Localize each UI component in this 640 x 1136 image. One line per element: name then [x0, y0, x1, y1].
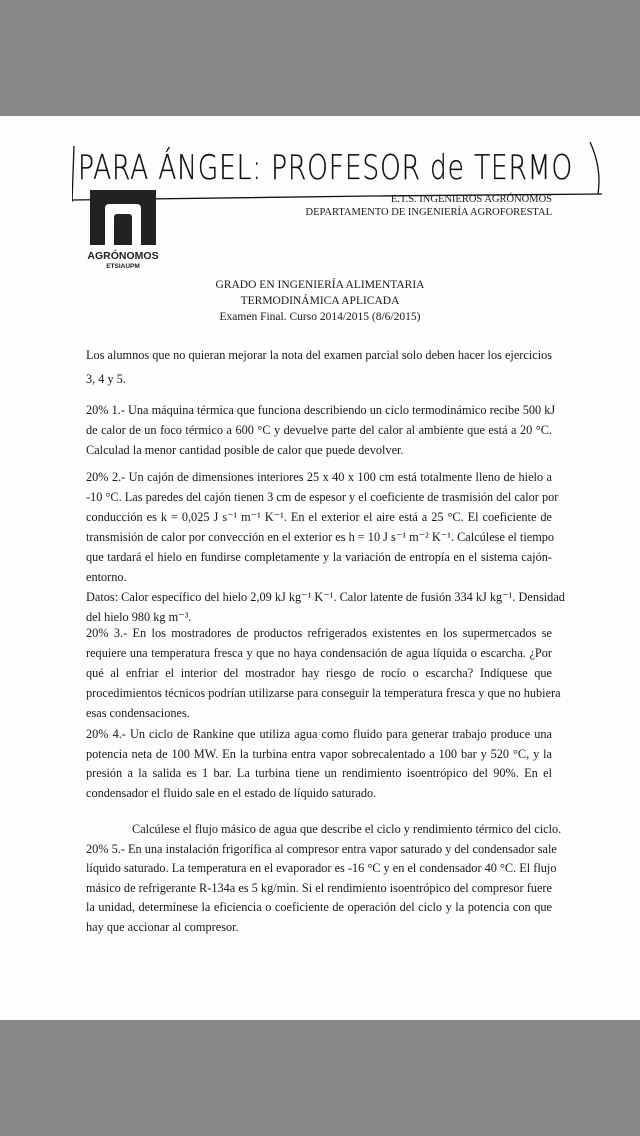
text-line: 20% 1.- Una máquina térmica que funciona describiendo un ciclo termodinámico recibe 500 kJ — [86, 403, 556, 417]
text-line: potencia neta de 100 MW. En la turbina entra vapor sobrecalentado a 100 bar y 520 °C, y la — [86, 746, 552, 761]
text-line: 20% 2.- Un cajón de dimensiones interiores 25 x 40 x 100 cm está totalmente lleno de hielo a — [86, 470, 552, 484]
text-line: 3, 4 y 5. — [86, 372, 126, 386]
paragraph — [86, 820, 562, 937]
text-line: de calor de un foco térmico a 600 °C y devuelve parte del calor al ambiente que está a 20 °C. — [86, 423, 552, 437]
text-line: conducción es k = 0,025 J s⁻¹ m⁻¹ K⁻¹. En el exterior el aire está a 25 °C. El coeficiente de — [86, 510, 552, 524]
text-line: 20% 4.- Un ciclo de Rankine que utiliza agua como fluido para generar trabajo produce una — [86, 727, 552, 741]
text-line: Los alumnos que no quieran mejorar la nota del examen parcial solo deben hacer los ejercicios — [86, 348, 553, 362]
university-logo — [90, 190, 156, 245]
paragraph — [86, 725, 552, 803]
text-line: 20% 3.- En los mostradores de productos refrigerados existentes en los supermercados se — [86, 626, 552, 640]
logo-subtitle: ETSIAUPM — [106, 263, 140, 270]
text-line: hay que accionar al compresor. — [86, 919, 239, 934]
text-line: másico de refrigerante R-134a es 5 kg/min. Si el rendimiento isoentrópico del compresor fuere — [86, 880, 552, 895]
text-line: Calcúlese el flujo másico de agua que describe el ciclo y rendimiento térmico del ciclo. — [132, 822, 562, 836]
text-line: esas condensaciones. — [86, 706, 190, 720]
department-line: DEPARTAMENTO DE INGENIERÍA AGROFORESTAL — [305, 207, 552, 218]
text-line: que tardará el hielo en fundirse completamente y la variación de entropía en el sistema cajón- — [86, 550, 552, 564]
paragraph — [86, 400, 556, 460]
paragraph — [86, 343, 552, 391]
text-line: Datos: Calor específico del hielo 2,09 kJ kg⁻¹ K⁻¹. Calor latente de fusión 334 kJ kg⁻¹. Densidad — [86, 590, 565, 604]
text-line: del hielo 980 kg m⁻³. — [86, 610, 192, 624]
text-line: entorno. — [86, 570, 127, 584]
text-line: transmisión de calor por convección en el exterior es h = 10 J s⁻¹ m⁻² K⁻¹. Calcúlese el tiempo — [86, 530, 555, 544]
text-line: requiere una temperatura fresca y que no haya condensación de agua líquida o escarcha. ¿Por — [86, 646, 552, 660]
handwritten-text: PARA ÁNGEL: PROFESOR de TERMO — [78, 148, 573, 188]
course-title: TERMODINÁMICA APLICADA — [240, 295, 400, 307]
text-line: la unidad, determínese la eficiencia o coeficiente de operación del ciclo y la potencia con que — [86, 900, 552, 914]
document-page — [0, 116, 640, 1020]
exam-title: Examen Final. Curso 2014/2015 (8/6/2015) — [219, 311, 421, 323]
paragraph — [86, 623, 561, 723]
text-line: -10 °C. Las paredes del cajón tienen 3 cm de espesor y el coeficiente de trasmisión del calor por — [86, 490, 559, 504]
text-line: condensador el fluido sale en el estado de líquido saturado. — [86, 785, 377, 800]
text-line: 20% 5.- En una instalación frigorífica al compresor entra vapor saturado y del condensador sale — [86, 841, 557, 856]
text-line: procedimientos técnicos podrían utilizarse para conseguir la temperatura fresca y que no hubiera — [86, 686, 561, 700]
text-line: líquido saturado. La temperatura en el evaporador es -16 °C y en el condensador 40 °C. El flujo — [86, 861, 557, 875]
institution-line: E.T.S. INGENIEROS AGRÓNOMOS — [390, 194, 552, 205]
paragraph — [86, 467, 565, 627]
logo-name: AGRÓNOMOS — [87, 250, 159, 262]
text-line: presión a la salida es 1 bar. La turbina tiene un rendimiento isoentrópico del 90%. En el — [86, 766, 552, 780]
text-line: Calculad la menor cantidad posible de calor que puede devolver. — [86, 443, 404, 457]
degree-title: GRADO EN INGENIERÍA ALIMENTARIA — [215, 279, 425, 291]
text-line: qué al enfriar el interior del mostrador hay riesgo de rocío o escarcha? Indíquese que — [86, 666, 552, 680]
